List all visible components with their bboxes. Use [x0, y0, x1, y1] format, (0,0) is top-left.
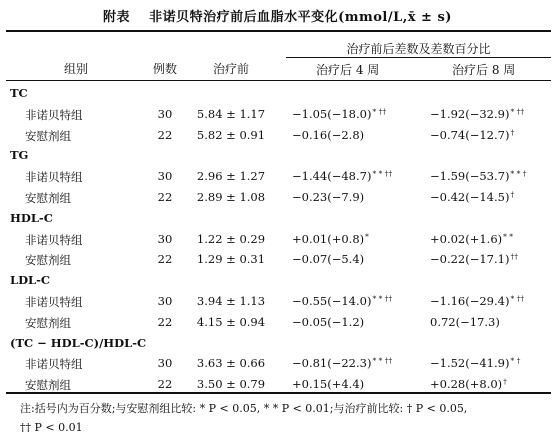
row-week8-mark: * ††: [510, 294, 525, 303]
row-week8-value: −0.22(−17.1): [430, 252, 510, 267]
row-label: 安慰剂组: [25, 191, 71, 205]
row-label: 非诺贝特组: [25, 357, 83, 372]
row-week8: [430, 315, 501, 329]
row-week8-mark: †: [510, 127, 515, 137]
header-group: 组别: [64, 62, 89, 76]
row-week8-value: −0.42(−14.5): [430, 190, 510, 204]
row-week8-mark: †: [503, 377, 507, 387]
row-week4-value: −0.81(−22.3): [292, 356, 372, 371]
row-week4-value: −0.16(−2.8): [292, 127, 365, 142]
row-before: 2.96 ± 1.27: [196, 169, 266, 184]
row-week4-value: −0.55(−14.0): [292, 294, 372, 308]
section-label: HDL-C: [10, 210, 53, 225]
row-before: 3.94 ± 1.13: [196, 294, 266, 308]
row-week8-value: 0.72(−17.3): [430, 314, 500, 329]
table-title: [0, 6, 555, 25]
row-week8-value: −1.59(−53.7): [430, 169, 510, 184]
row-count: 30: [157, 169, 173, 184]
section-label: LDL-C: [10, 273, 51, 288]
row-week8-mark: †: [510, 190, 515, 199]
header-n: 例数: [152, 62, 177, 76]
row-week4: [292, 252, 365, 266]
table-title-text: 非诺贝特治疗前后血脂水平变化(mmol/L,x̄ ± s): [149, 10, 452, 25]
row-label: 非诺贝特组: [25, 295, 83, 309]
row-week4: [292, 107, 386, 121]
row-week4-value: +0.01(+0.8): [292, 231, 365, 246]
row-count: 30: [157, 356, 173, 371]
row-week4: [292, 232, 369, 246]
row-label: 安慰剂组: [25, 378, 71, 393]
header-week8: 治疗后 8 周: [452, 63, 516, 77]
row-week8-mark: * *: [503, 231, 514, 241]
row-week4-mark: * * ††: [372, 294, 393, 303]
row-week8: [430, 232, 513, 246]
row-week4: [292, 294, 392, 308]
row-label: 非诺贝特组: [25, 232, 83, 247]
header-diff-span: 治疗前后差数及差数百分比: [346, 42, 491, 56]
row-week8: [430, 356, 520, 370]
row-week8-mark: * ††: [510, 106, 525, 116]
row-label: 非诺贝特组: [25, 107, 83, 122]
row-before: 5.82 ± 0.91: [196, 127, 266, 142]
header-sub-rule: [286, 57, 551, 58]
section-label: TG: [10, 148, 29, 163]
row-week4-value: +0.15(+4.4): [292, 377, 365, 392]
row-week8: [430, 107, 524, 121]
row-week4: [292, 190, 365, 204]
row-week4-value: −1.05(−18.0): [292, 106, 372, 121]
row-week4-mark: * * ††: [372, 356, 393, 366]
table-title-lead: 附表: [103, 10, 131, 25]
row-week4: [292, 128, 365, 142]
section-label: TC: [10, 86, 28, 100]
row-week4: [292, 356, 392, 370]
row-week8: [430, 252, 518, 266]
row-week8-value: −0.74(−12.7): [430, 127, 510, 142]
row-before: 3.50 ± 0.79: [196, 377, 266, 392]
header-before: 治疗前: [212, 62, 249, 76]
header-week4: 治疗后 4 周: [316, 63, 380, 77]
row-week8-value: +0.28(+8.0): [430, 377, 503, 392]
footnote-line-2: †† P < 0.01: [20, 421, 83, 434]
section-label: (TC − HDL-C)/HDL-C: [10, 335, 147, 350]
row-week8: [430, 128, 514, 142]
row-week8-value: +0.02(+1.6): [430, 231, 503, 246]
row-week4-value: −0.07(−5.4): [292, 252, 365, 267]
footnote-line-1: 注:括号内为百分数;与安慰剂组比较: * P < 0.05, * * P < 0.01;与治疗前比较: † P < 0.05,: [20, 402, 468, 415]
bottom-rule: [6, 392, 551, 394]
row-week4: [292, 315, 365, 329]
row-week8: [430, 294, 524, 308]
row-label: 安慰剂组: [25, 315, 71, 330]
row-before: 4.15 ± 0.94: [196, 314, 266, 329]
row-count: 22: [157, 314, 173, 329]
row-week8-value: −1.16(−29.4): [430, 294, 510, 308]
row-count: 22: [157, 252, 173, 267]
row-count: 30: [157, 294, 173, 308]
row-week4-mark: * ††: [372, 106, 387, 116]
row-week8-mark: ††: [510, 252, 518, 262]
row-week8-value: −1.52(−41.9): [430, 356, 510, 371]
row-week4-value: −0.23(−7.9): [292, 190, 365, 204]
row-before: 2.89 ± 1.08: [196, 190, 266, 204]
row-week8-value: −1.92(−32.9): [430, 106, 510, 121]
row-week8-mark: * †: [510, 356, 521, 366]
row-week8: [430, 377, 507, 391]
row-count: 22: [157, 190, 173, 204]
row-before: 1.22 ± 0.29: [196, 231, 266, 246]
row-week8: [430, 190, 514, 204]
row-week8: [430, 169, 527, 183]
row-week8-mark: * * †: [510, 169, 527, 179]
row-before: 1.29 ± 0.31: [196, 252, 266, 267]
top-rule: [6, 30, 551, 32]
row-count: 30: [157, 231, 173, 246]
row-before: 5.84 ± 1.17: [196, 106, 266, 121]
row-week4: [292, 377, 365, 391]
row-label: 安慰剂组: [25, 128, 71, 143]
header-rule: [6, 80, 551, 81]
row-label: 安慰剂组: [25, 253, 71, 268]
row-label: 非诺贝特组: [25, 170, 83, 185]
row-week4-value: −0.05(−1.2): [292, 314, 365, 329]
row-before: 3.63 ± 0.66: [196, 356, 266, 371]
row-count: 22: [157, 127, 173, 142]
row-week4-mark: *: [365, 231, 369, 241]
row-count: 22: [157, 377, 173, 392]
row-week4-value: −1.44(−48.7): [292, 169, 372, 184]
row-count: 30: [157, 106, 173, 121]
row-week4: [292, 169, 392, 183]
row-week4-mark: * * ††: [372, 169, 393, 179]
